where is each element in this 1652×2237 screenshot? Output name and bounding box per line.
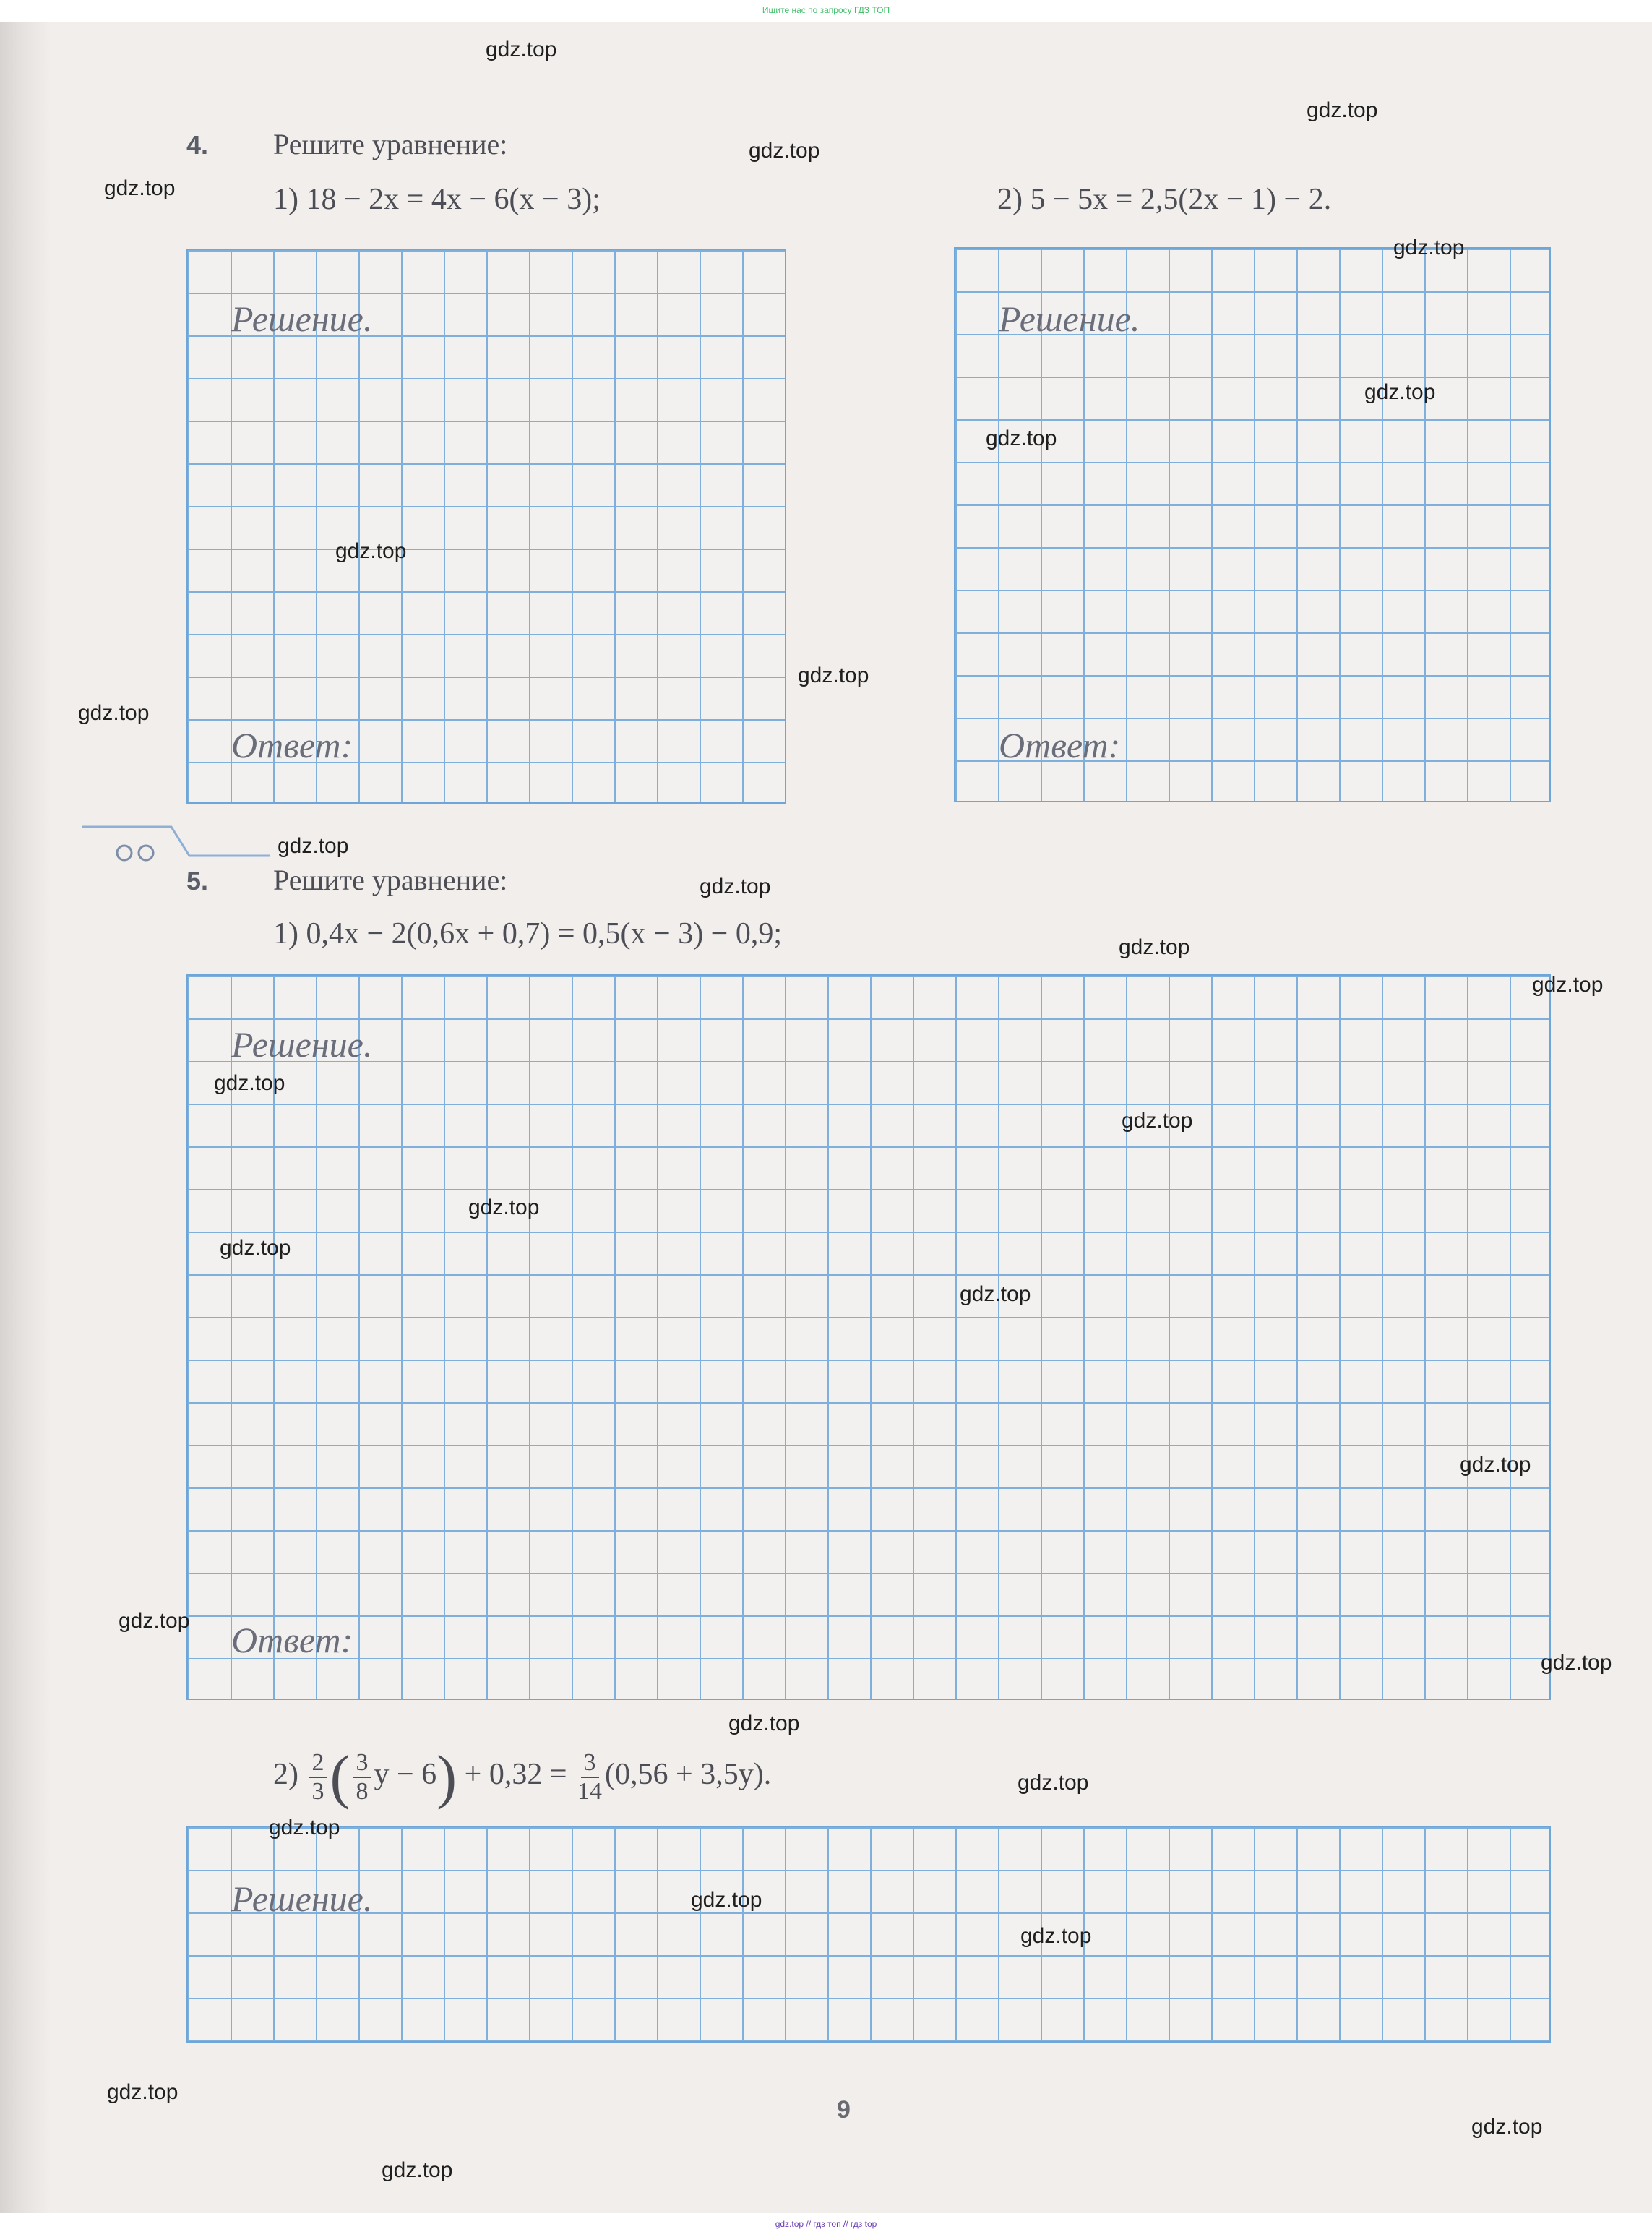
watermark: gdz.top	[486, 38, 557, 61]
task-5-equation-2: 2) $\frac{2}{3}$ ( $\frac{3}{8}$ y − 6) + 0,32 = $\frac{3}{14}$ (0,56 + 3,5y).	[273, 1743, 772, 1811]
task-4-1-answer-grid[interactable]	[186, 249, 786, 804]
solution-label: Решение.	[231, 299, 373, 339]
watermark: gdz.top	[1119, 935, 1190, 959]
task-5-number: 5.	[186, 866, 209, 896]
watermark: gdz.top	[1020, 1924, 1092, 1948]
task-4-equation-2: 2) 5 − 5x = 2,5(2x − 1) − 2.	[997, 183, 1332, 216]
watermark: gdz.top	[220, 1236, 291, 1260]
watermark: gdz.top	[278, 834, 349, 858]
solution-label: Решение.	[999, 299, 1140, 339]
watermark: gdz.top	[1364, 380, 1436, 404]
watermark: gdz.top	[691, 1888, 762, 1912]
task-5-equation-1: 1) 0,4x − 2(0,6x + 0,7) = 0,5(x − 3) − 0,9;	[273, 917, 783, 950]
watermark: gdz.top	[986, 426, 1057, 450]
watermark: gdz.top	[1541, 1651, 1612, 1675]
watermark: gdz.top	[1307, 98, 1378, 122]
equation-prefix: 2)	[273, 1758, 298, 1792]
page-spine-shadow	[0, 22, 51, 2213]
watermark: gdz.top	[749, 139, 820, 163]
bottom-banner: gdz.top // гдз топ // гдз top	[0, 2213, 1652, 2237]
task-4-2-answer-grid[interactable]	[954, 247, 1551, 802]
answer-label: Ответ:	[999, 725, 1121, 765]
solution-label: Решение.	[231, 1879, 373, 1919]
watermark: gdz.top	[1393, 236, 1465, 259]
watermark: gdz.top	[335, 539, 407, 563]
watermark: gdz.top	[1460, 1453, 1531, 1477]
watermark: gdz.top	[119, 1609, 190, 1633]
watermark: gdz.top	[700, 875, 771, 898]
fraction-3-8: $\frac{3}{8}$	[353, 1749, 371, 1805]
watermark: gdz.top	[468, 1195, 540, 1219]
watermark: gdz.top	[1122, 1109, 1193, 1133]
watermark: gdz.top	[960, 1282, 1031, 1306]
task-4-number: 4.	[186, 130, 209, 160]
top-banner: Ищите нас по запросу ГДЗ ТОП	[0, 0, 1652, 22]
watermark: gdz.top	[78, 701, 150, 725]
task-5-1-answer-grid[interactable]	[186, 974, 1551, 1700]
task-5-prompt: Решите уравнение:	[273, 864, 508, 896]
solution-label: Решение.	[231, 1024, 373, 1065]
page-number: 9	[837, 2096, 851, 2124]
task-4-equation-1: 1) 18 − 2x = 4x − 6(x − 3);	[273, 183, 601, 216]
watermark: gdz.top	[1018, 1771, 1089, 1795]
watermark: gdz.top	[1532, 973, 1604, 997]
task-4-prompt: Решите уравнение:	[273, 128, 508, 160]
fraction-3-14: $\frac{3}{14}$	[577, 1749, 603, 1805]
fraction-2-3: $\frac{2}{3}$	[309, 1749, 327, 1805]
watermark: gdz.top	[107, 2080, 178, 2104]
answer-label: Ответ:	[231, 725, 353, 765]
watermark: gdz.top	[382, 2158, 453, 2182]
watermark: gdz.top	[728, 1712, 800, 1735]
watermark: gdz.top	[104, 176, 176, 200]
answer-label: Ответ:	[231, 1620, 353, 1660]
watermark: gdz.top	[1471, 2115, 1543, 2139]
watermark: gdz.top	[798, 664, 869, 687]
watermark: gdz.top	[269, 1816, 340, 1839]
task-5-2-answer-grid[interactable]	[186, 1826, 1551, 2043]
watermark: gdz.top	[214, 1071, 285, 1095]
difficulty-marker-icon	[81, 821, 276, 862]
